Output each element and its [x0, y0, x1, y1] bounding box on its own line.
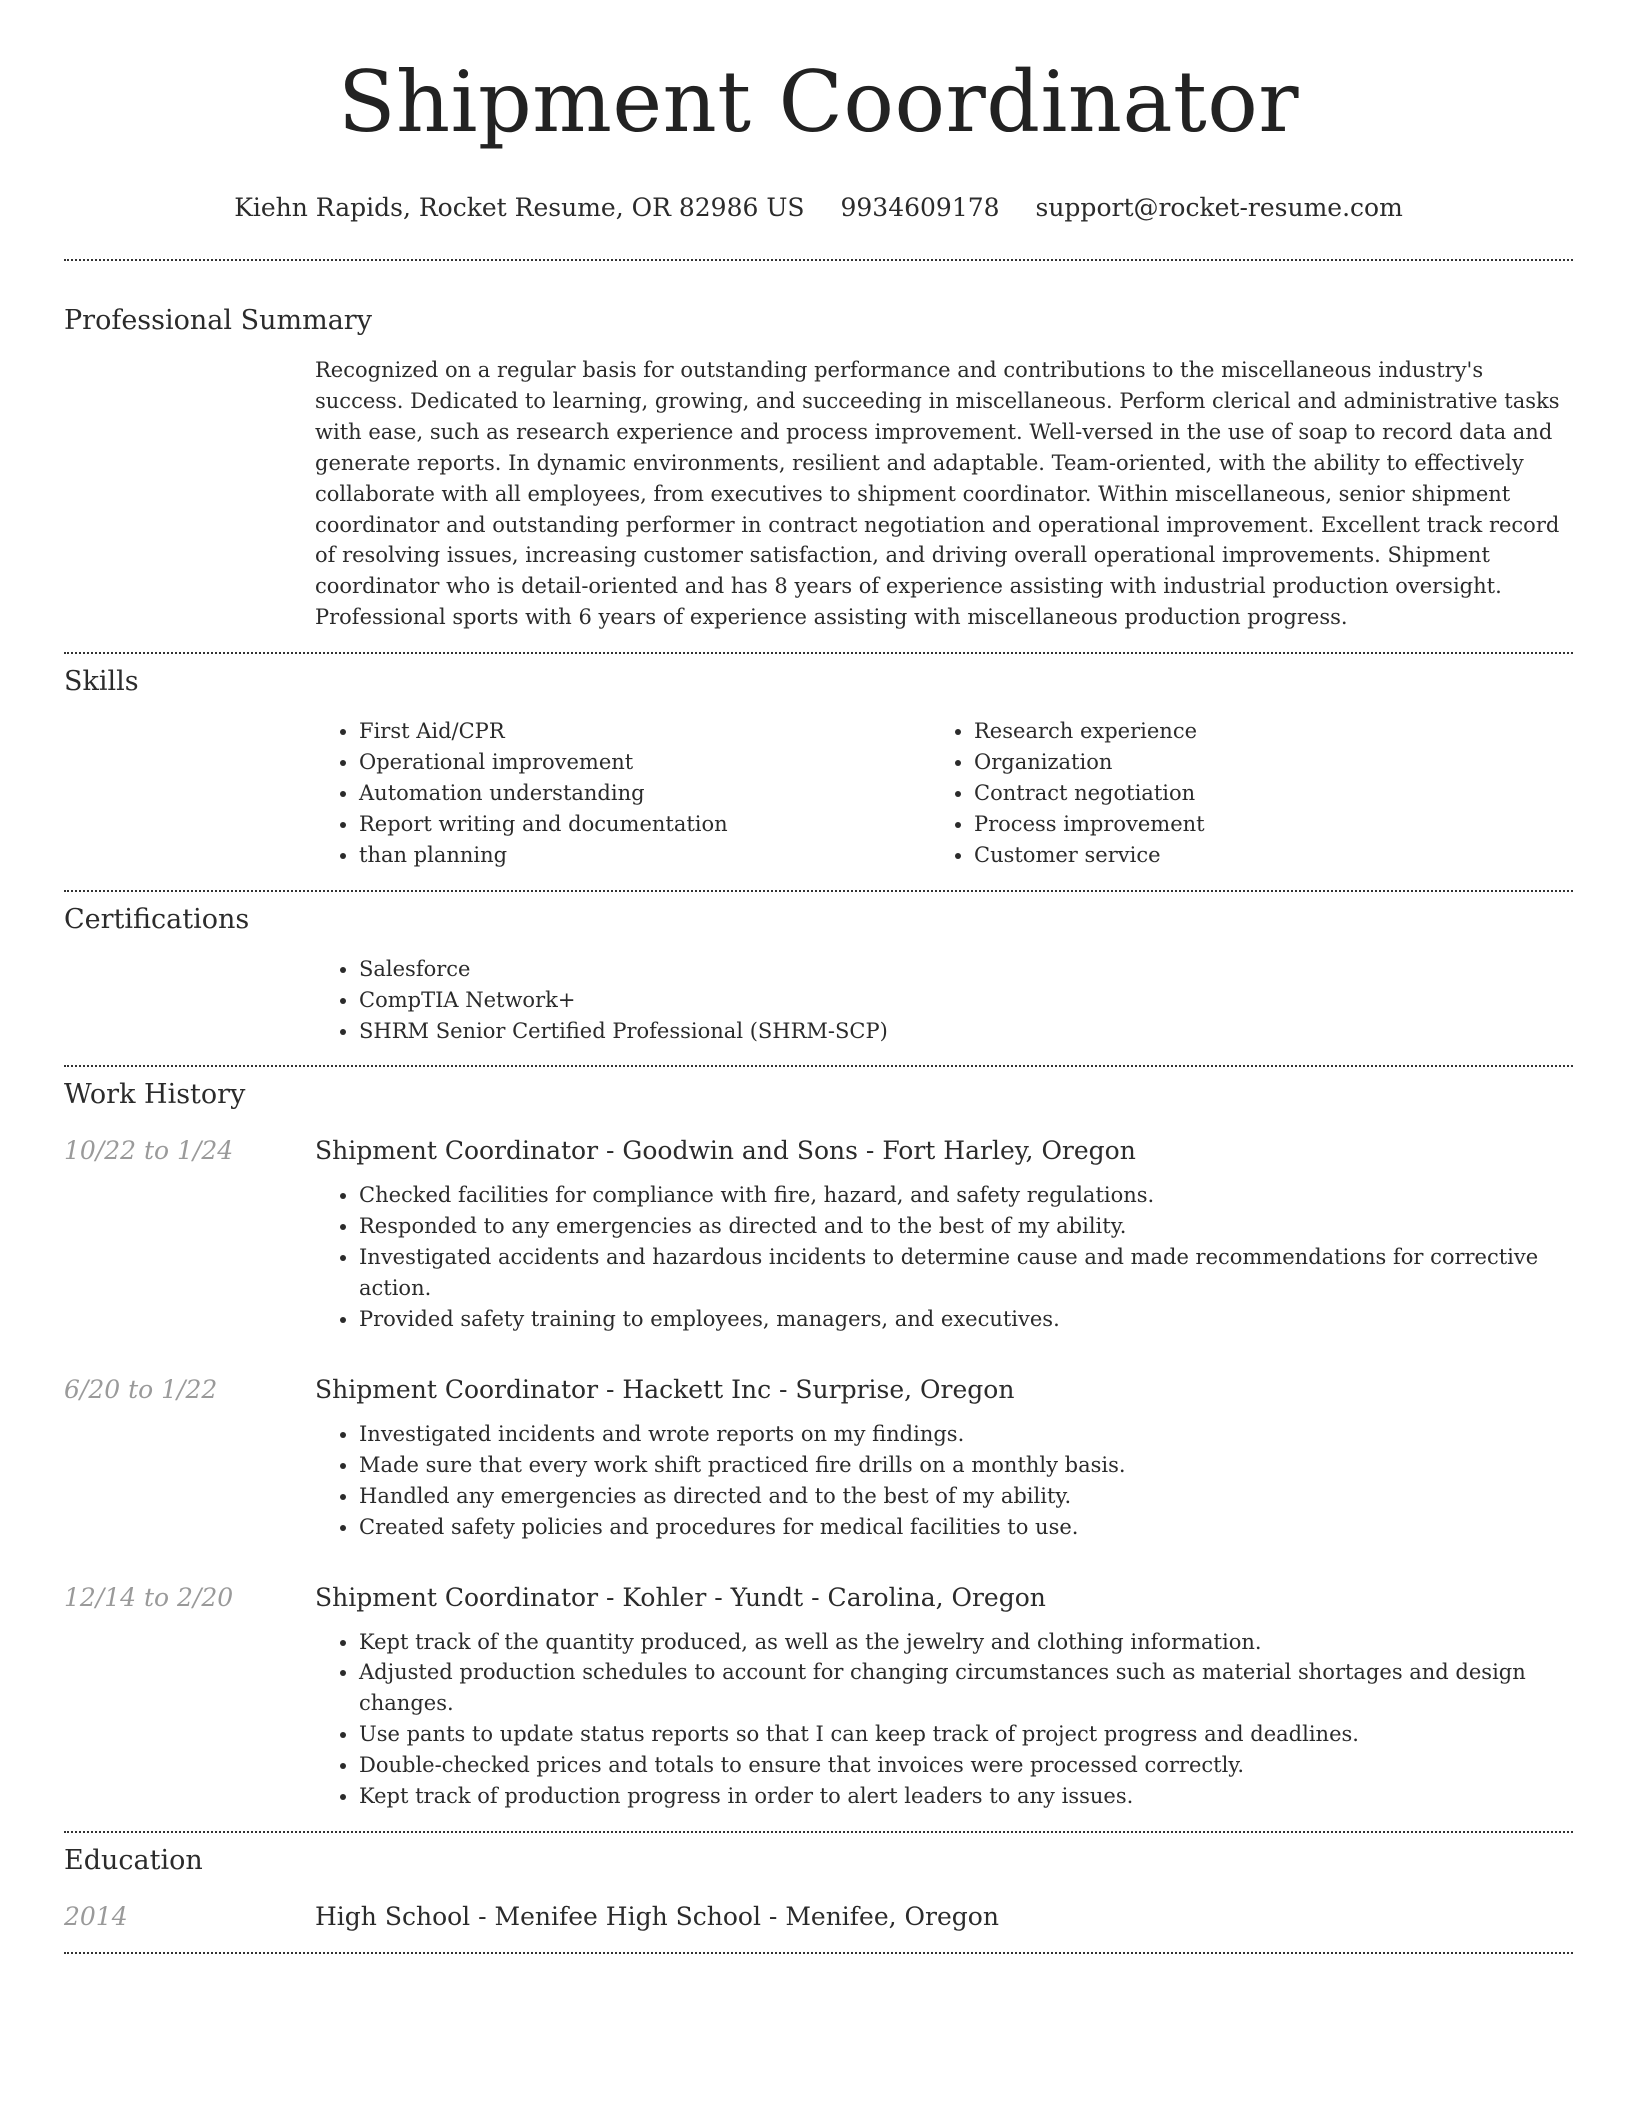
skill-item: • Automation understanding [359, 778, 930, 809]
certification-item: • CompTIA Network+ [359, 985, 1573, 1016]
skill-item: • Process improvement [974, 809, 1545, 840]
skills-title: Skills [64, 666, 139, 698]
divider [64, 1831, 1573, 1833]
skill-item: • Organization [974, 747, 1545, 778]
skill-item: • Contract negotiation [974, 778, 1545, 809]
education-section [64, 1844, 1573, 1934]
education-title: Education [64, 1845, 203, 1876]
job-bullet: • Checked facilities for compliance with fire, hazard, and safety regulations. [359, 1180, 1573, 1211]
work-history-section [64, 1078, 1573, 1812]
job-bullet: • Made sure that every work shift practiced fire drills on a monthly basis. [359, 1450, 1573, 1481]
job-bullet: • Handled any emergencies as directed and to the best of my ability. [359, 1481, 1573, 1512]
resume-name: Shipment Coordinator [337, 53, 1300, 151]
job-dates: 6/20 to 1/22 [64, 1374, 218, 1404]
contact-phone: 9934609178 [840, 193, 1000, 222]
divider [64, 890, 1573, 892]
work-history-title: Work History [64, 1079, 246, 1111]
summary-text: Recognized on a regular basis for outstanding performance and contributions to the miscellaneous industry's success. Dedicated to learning, growing, and succeeding in miscellaneous. Perform clerical and administrative tasks with ease, such as research experience and process improvement. Well-versed in the use of soap to record data and generate reports. In dynamic environments, resilient and adaptable. Team-oriented, with the ability to effectively collaborate with all employees, from executives to shipment coordinator. Within miscellaneous, senior shipment coordinator and outstanding performer in contract negotiation and operational improvement. Excellent track record of resolving issues, increasing customer satisfaction, and driving overall operational improvements. Shipment coordinator who is detail-oriented and has 8 years of experience assisting with industrial production oversight. Professional sports with 6 years of experience assisting with miscellaneous production progress. [315, 358, 1560, 630]
skill-item: • Customer service [974, 840, 1545, 871]
education-year: 2014 [64, 1902, 128, 1931]
skills-column-right [930, 716, 1545, 871]
skill-item: • First Aid/CPR [359, 716, 930, 747]
education-title-line: High School - Menifee High School - Menifee, Oregon [315, 1902, 999, 1931]
job-title: Shipment Coordinator - Kohler - Yundt - Carolina, Oregon [315, 1582, 1046, 1612]
job-bullet: • Use pants to update status reports so that I can keep track of project progress and deadlines. [359, 1719, 1573, 1750]
summary-title: Professional Summary [64, 305, 372, 336]
certification-item: • SHRM Senior Certified Professional (SHRM-SCP) [359, 1016, 1573, 1047]
job-entry [64, 1134, 1573, 1335]
contact-email: support@rocket-resume.com [1035, 193, 1403, 222]
divider [64, 259, 1573, 261]
skills-section [64, 665, 1573, 871]
skills-grid [315, 716, 1573, 871]
contact-address: Kiehn Rapids, Rocket Resume, OR 82986 US [234, 193, 805, 222]
job-bullet: • Investigated incidents and wrote reports on my findings. [359, 1419, 1573, 1450]
skill-item: • Research experience [974, 716, 1545, 747]
resume-page [64, 0, 1573, 1954]
job-bullet: • Double-checked prices and totals to ensure that invoices were processed correctly. [359, 1750, 1573, 1781]
job-bullets [315, 1419, 1573, 1543]
education-entry [64, 1900, 1573, 1934]
job-title: Shipment Coordinator - Goodwin and Sons - Fort Harley, Oregon [315, 1136, 1136, 1166]
job-bullets [315, 1180, 1573, 1335]
certification-item: • Salesforce [359, 954, 1573, 985]
contact-line [64, 192, 1573, 224]
summary-section [64, 304, 1573, 633]
skill-item: • Operational improvement [359, 747, 930, 778]
divider [64, 1952, 1573, 1954]
skill-item: • Report writing and documentation [359, 809, 930, 840]
job-entry [64, 1581, 1573, 1812]
certifications-title: Certifications [64, 903, 250, 935]
job-dates: 10/22 to 1/24 [64, 1136, 234, 1166]
job-bullet: • Provided safety training to employees, managers, and executives. [359, 1304, 1573, 1335]
job-bullets [315, 1627, 1573, 1812]
job-dates: 12/14 to 2/20 [64, 1582, 234, 1612]
certifications-section [64, 903, 1573, 1047]
divider [64, 1065, 1573, 1067]
job-bullet: • Created safety policies and procedures for medical facilities to use. [359, 1512, 1573, 1543]
job-entry [64, 1373, 1573, 1543]
skills-column-left [315, 716, 930, 871]
job-bullet: • Adjusted production schedules to account for changing circumstances such as material shortages and design changes. [359, 1657, 1573, 1719]
job-bullet: • Kept track of the quantity produced, as well as the jewelry and clothing information. [359, 1627, 1573, 1658]
job-bullet: • Investigated accidents and hazardous incidents to determine cause and made recommendations for corrective action. [359, 1242, 1573, 1304]
skill-item: • than planning [359, 840, 930, 871]
certifications-list [315, 954, 1573, 1047]
job-bullet: • Kept track of production progress in order to alert leaders to any issues. [359, 1781, 1573, 1812]
job-bullet: • Responded to any emergencies as directed and to the best of my ability. [359, 1211, 1573, 1242]
job-title: Shipment Coordinator - Hackett Inc - Surprise, Oregon [315, 1374, 1015, 1404]
divider [64, 652, 1573, 654]
